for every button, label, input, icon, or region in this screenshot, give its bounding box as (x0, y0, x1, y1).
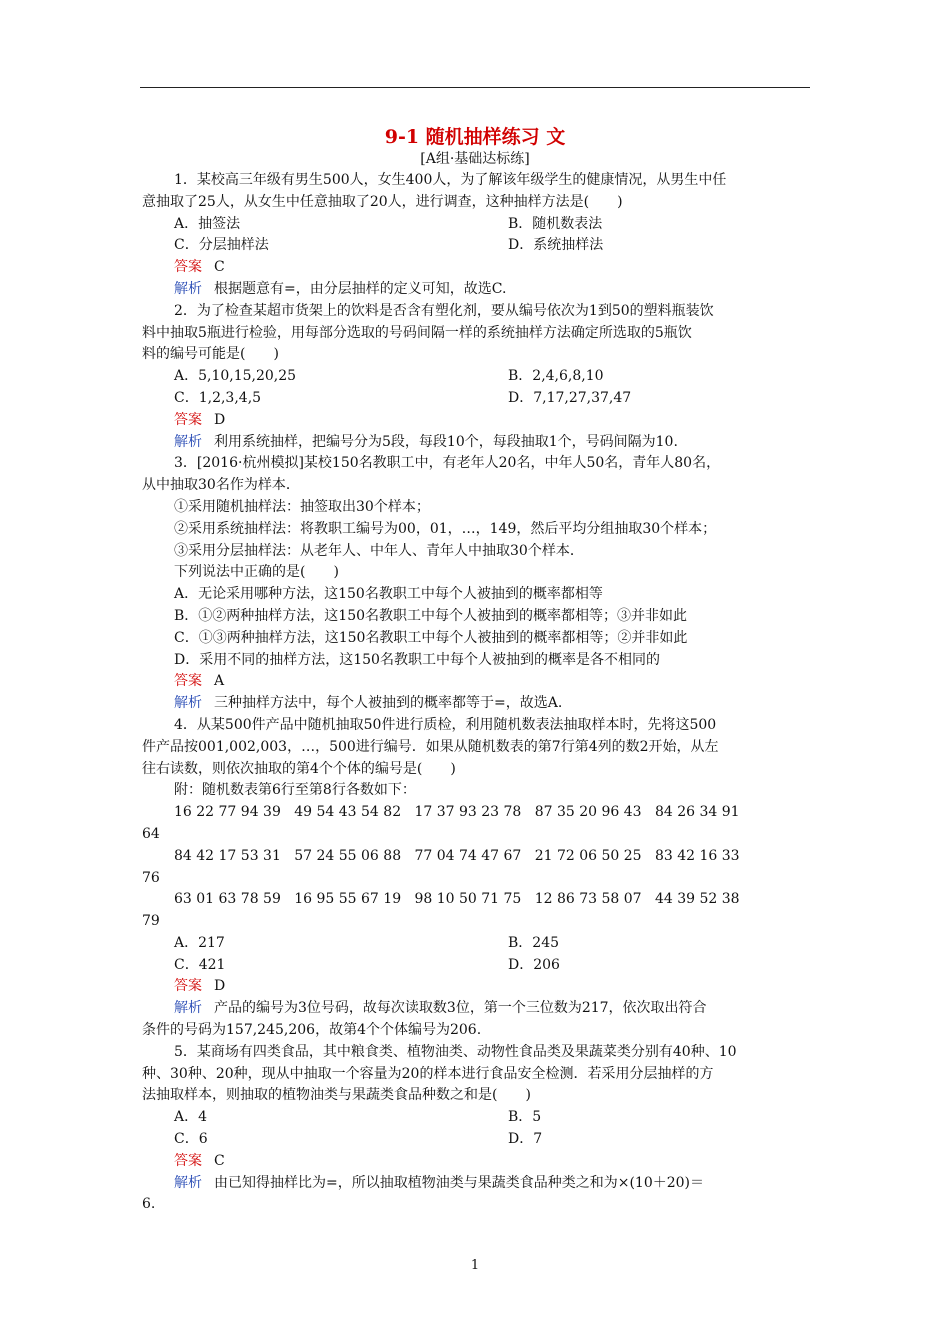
number-group: 12 86 73 58 07 (534, 891, 642, 908)
number-group: 16 22 77 94 39 (174, 804, 281, 821)
analysis-label: 解析 (174, 1000, 202, 1017)
option-a: A．5,10,15,20,25 (174, 368, 297, 385)
question-stem-line: 2．为了检查某超市货架上的饮料是否含有塑化剂，要从编号依次为1到50的塑料瓶装饮 (174, 302, 714, 319)
number-group: 79 (142, 913, 160, 930)
number-group: 84 26 34 91 (654, 804, 740, 821)
option-row (142, 235, 814, 257)
random-number-row (142, 889, 814, 933)
answer-value: D (214, 411, 226, 428)
analysis-line (142, 432, 814, 454)
number-group: 64 (142, 825, 160, 842)
option-row (142, 214, 814, 236)
option-a: A．无论采用哪种方法，这150名教职工中每个人被抽到的概率都相等 (174, 586, 603, 603)
number-group: 63 01 63 78 59 (174, 891, 281, 908)
analysis-label: 解析 (174, 433, 202, 450)
option-a: A．217 (174, 934, 225, 951)
option-row (142, 933, 814, 955)
statement-item: ③采用分层抽样法：从老年人、中年人、青年人中抽取30个样本． (174, 542, 584, 559)
analysis-text: 根据题意有=，由分层抽样的定义可知，故选C. (214, 280, 507, 297)
option-b: B．2,4,6,8,10 (508, 368, 604, 385)
answer-line (142, 257, 814, 279)
option-row (142, 1129, 814, 1151)
question-1 (142, 170, 814, 301)
option-b: B．①②两种抽样方法，这150名教职工中每个人被抽到的概率都相等；③并非如此 (174, 607, 688, 624)
question-stem-line: 意抽取了25人，从女生中任意抽取了20人，进行调查，这种抽样方法是( ) (142, 193, 623, 210)
option-d: D．206 (508, 956, 560, 973)
analysis-line (142, 1173, 814, 1195)
answer-label: 答案 (174, 673, 202, 690)
number-group: 77 04 74 47 67 (414, 847, 522, 864)
answer-line (142, 410, 814, 432)
question-stem-line: 料的编号可能是( ) (142, 346, 279, 363)
option-d: D．系统抽样法 (508, 237, 604, 254)
question-stem-line: 法抽取样本，则抽取的植物油类与果蔬类食品种数之和是( ) (142, 1087, 531, 1104)
question-stem-line: 3．[2016·杭州模拟]某校150名教职工中，有老年人20名，中年人50名，青年人80名， (174, 455, 721, 472)
analysis-text: 三种抽样方法中，每个人被抽到的概率都等于=，故选A. (214, 695, 563, 712)
analysis-line (142, 693, 814, 715)
answer-label: 答案 (174, 259, 202, 276)
analysis-label: 解析 (174, 1174, 202, 1191)
question-stem-line: 往右读数，则依次抽取的第4个个体的编号是( ) (142, 760, 456, 777)
random-number-row (142, 846, 814, 890)
page-title: 9-1 随机抽样练习 文 (384, 126, 566, 148)
option-c: C．分层抽样法 (174, 237, 269, 254)
option-c: C．6 (174, 1131, 208, 1148)
answer-value: D (214, 978, 226, 995)
number-group: 16 95 55 67 19 (294, 891, 402, 908)
number-group: 87 35 20 96 43 (534, 804, 642, 821)
option-a: A．4 (174, 1109, 208, 1126)
question-stem-line: 种、30种、20种，现从中抽取一个容量为20的样本进行食品安全检测．若采用分层抽样的方 (142, 1065, 714, 1082)
number-group: 83 42 16 33 (654, 847, 740, 864)
question-stem-line: 件产品按001,002,003，…，500进行编号．如果从随机数表的第7行第4列的数2开始，从左 (142, 738, 719, 755)
analysis-text: 6. (142, 1196, 156, 1213)
page-number: 1 (470, 1258, 480, 1273)
answer-line (142, 1151, 814, 1173)
number-group: 57 24 55 06 88 (294, 847, 402, 864)
number-group: 21 72 06 50 25 (534, 847, 642, 864)
question-5 (142, 1042, 814, 1216)
statement-item: 下列说法中正确的是( ) (174, 564, 339, 581)
option-c: C．421 (174, 956, 226, 973)
option-a: A．抽签法 (174, 215, 241, 232)
appendix-note: 附：随机数表第6行至第8行各数如下： (174, 782, 416, 799)
answer-label: 答案 (174, 978, 202, 995)
option-d: D．7 (508, 1131, 543, 1148)
number-group: 49 54 43 54 82 (294, 804, 402, 821)
number-group: 17 37 93 23 78 (414, 804, 522, 821)
answer-value: C (214, 1152, 225, 1169)
option-c: C．1,2,3,4,5 (174, 389, 262, 406)
analysis-text: 由已知得抽样比为=，所以抽取植物油类与果蔬类食品种类之和为×(10＋20)＝ (214, 1174, 705, 1191)
option-d: D．7,17,27,37,47 (508, 389, 632, 406)
number-group: 44 39 52 38 (654, 891, 740, 908)
question-stem-line: 从中抽取30名作为样本． (142, 477, 300, 494)
number-group: 84 42 17 53 31 (174, 847, 281, 864)
statement-item: ②采用系统抽样法：将教职工编号为00，01，…，149，然后平均分组抽取30个样本； (174, 520, 717, 537)
answer-value: C (214, 259, 225, 276)
option-c: C．①③两种抽样方法，这150名教职工中每个人被抽到的概率都相等；②并非如此 (174, 629, 688, 646)
option-d: D．采用不同的抽样方法，这150名教职工中每个人被抽到的概率是各不相同的 (174, 651, 660, 668)
option-row (142, 955, 814, 977)
answer-label: 答案 (174, 1152, 202, 1169)
question-3 (142, 453, 814, 715)
question-stem-line: 1．某校高三年级有男生500人，女生400人，为了解该年级学生的健康情况，从男生中任 (174, 172, 727, 188)
answer-value: A (214, 673, 225, 690)
analysis-label: 解析 (174, 695, 202, 712)
document-body (142, 170, 814, 1216)
analysis-label: 解析 (174, 280, 202, 297)
section-subtitle: [A组·基础达标练] (420, 151, 530, 167)
random-number-row (142, 802, 814, 846)
question-stem-line: 料中抽取5瓶进行检验，用每部分选取的号码间隔一样的系统抽样方法确定所选取的5瓶饮 (142, 324, 692, 341)
option-b: B．5 (508, 1109, 542, 1126)
question-stem-line: 5．某商场有四类食品，其中粮食类、植物油类、动物性食品类及果蔬菜类分别有40种、10 (174, 1043, 737, 1060)
number-group: 98 10 50 71 75 (414, 891, 522, 908)
header-rule (140, 87, 810, 88)
analysis-text: 利用系统抽样，把编号分为5段，每段10个，每段抽取1个，号码间隔为10. (214, 433, 678, 450)
option-b: B．随机数表法 (508, 215, 603, 232)
analysis-line (142, 998, 814, 1020)
option-row (142, 1107, 814, 1129)
analysis-line (142, 279, 814, 301)
answer-line (142, 976, 814, 998)
question-stem-line: 4．从某500件产品中随机抽取50件进行质检，利用随机数表法抽取样本时，先将这500 (174, 716, 717, 733)
option-b: B．245 (508, 934, 560, 951)
analysis-text: 产品的编号为3位号码，故每次读取数3位，第一个三位数为217，依次取出符合 (214, 1000, 707, 1017)
option-row (142, 388, 814, 410)
question-2 (142, 301, 814, 454)
number-group: 76 (142, 869, 160, 886)
answer-label: 答案 (174, 411, 202, 428)
statement-item: ①采用随机抽样法：抽签取出30个样本； (174, 498, 430, 515)
question-4 (142, 715, 814, 1042)
analysis-text: 条件的号码为157,245,206，故第4个个体编号为206. (142, 1022, 482, 1039)
answer-line (142, 671, 814, 693)
option-row (142, 366, 814, 388)
